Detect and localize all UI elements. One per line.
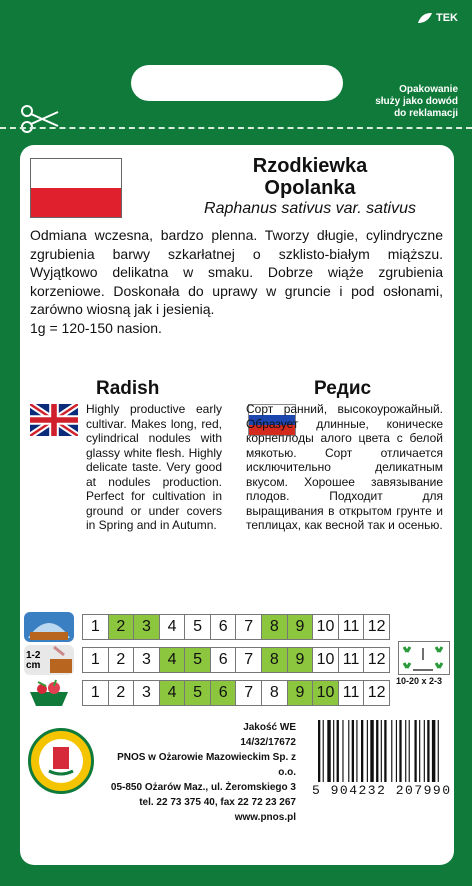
calendar-month-6: 6 — [211, 615, 237, 639]
packaging-notice: Opakowanie służy jako dowód do reklamacji — [375, 84, 458, 119]
russian-description: Сорт ранний, высокоурожайный. Образует длинные, коническе корнеплоды алого цвета с белой мякотью. Сорт отличается исключительно деликатным вкусом. Хорошее завязывание плодов. Подходит для выращивания в открытом грунте и теплицах, как весной так и осенью. — [246, 402, 443, 532]
english-description: Highly productive early cultivar. Makes long, red, cylindrical nodules with glassy white flesh. Highly delicate taste. Very good at nodules production. Perfect for cultivation in ground or under covers in Spring and in Autumn. — [86, 402, 222, 532]
calendar-month-5: 5 — [185, 681, 211, 705]
calendar-month-6: 6 — [211, 648, 237, 672]
calendar-row-harvest — [82, 680, 390, 706]
producer-info — [100, 720, 296, 825]
calendar-month-4: 4 — [160, 615, 186, 639]
calendar-month-12: 12 — [367, 618, 386, 635]
calendar-month-12: 12 — [367, 684, 386, 701]
calendar-month-3: 3 — [134, 648, 160, 672]
calendar-month-3: 3 — [134, 681, 160, 705]
calendar-month-4: 4 — [160, 681, 186, 705]
calendar-month-9: 9 — [288, 615, 314, 639]
brand-logo — [417, 12, 458, 24]
calendar-month-10: 10 — [313, 681, 339, 705]
scissors-icon — [18, 104, 70, 134]
hang-hole — [131, 65, 343, 101]
calendar-month-11: 11 — [339, 648, 365, 672]
english-title: Radish — [96, 378, 160, 399]
calendar-month-9: 9 — [288, 681, 314, 705]
calendar-month-6: 6 — [211, 681, 237, 705]
russian-title: Редис — [314, 378, 372, 399]
lot-number: 14/32/17672 — [240, 737, 296, 748]
brand-name: TEK — [436, 12, 458, 24]
plant-spacing-icon — [398, 641, 450, 675]
poland-flag-icon — [30, 158, 122, 218]
calendar-month-7: 7 — [236, 648, 262, 672]
calendar-month-8: 8 — [262, 681, 288, 705]
calendar-month-2: 2 — [109, 681, 135, 705]
calendar-row-sowing-open-ground — [82, 647, 390, 673]
calendar-month-7: 7 — [236, 681, 262, 705]
calendar-month-1: 1 — [83, 648, 109, 672]
calendar-month-1: 1 — [83, 615, 109, 639]
quality-mark: Jakość WE — [243, 722, 296, 733]
calendar-month-2: 2 — [109, 615, 135, 639]
uk-flag-icon — [30, 404, 78, 436]
pnos-logo — [28, 728, 94, 794]
calendar-month-9: 9 — [288, 648, 314, 672]
calendar-month-1: 1 — [83, 681, 109, 705]
company-phone: tel. 22 73 375 40, fax 22 72 23 267 — [139, 797, 296, 808]
barcode-icon — [310, 718, 448, 790]
company-address: 05-850 Ożarów Maz., ul. Żeromskiego 3 — [110, 782, 296, 793]
leaf-icon — [417, 12, 433, 24]
calendar-month-5: 5 — [185, 648, 211, 672]
calendar-row-sowing-under-cover — [82, 614, 390, 640]
calendar-month-5: 5 — [185, 615, 211, 639]
plant-spacing-label: 10-20 x 2-3 — [396, 676, 443, 686]
calendar-month-7: 7 — [236, 615, 262, 639]
calendar-month-11: 11 — [339, 615, 365, 639]
calendar-month-8: 8 — [262, 648, 288, 672]
greenhouse-icon — [24, 612, 74, 642]
latin-name: Raphanus sativus var. sativus — [204, 200, 416, 217]
calendar-month-10: 10 — [313, 615, 339, 639]
company-name: PNOS w Ożarowie Mazowieckim Sp. z o.o. — [117, 752, 296, 778]
company-website[interactable]: www.pnos.pl — [234, 812, 296, 823]
cut-line — [0, 127, 472, 129]
calendar-month-11: 11 — [339, 681, 365, 705]
polish-description: Odmiana wczesna, bardzo plenna. Tworzy długie, cylindryczne zgrubienia barwy szkarłatnej o szklisto-białym miąższu. Wyjątkowo delikatna w smaku. Dobrze wiąże zgrubienia korzeniowe. Doskonała do uprawy w gruncie i pod osłonami, zarówno wiosną jak i jesienią. 1g = 120-150 nasion. — [30, 227, 443, 336]
calendar-month-10: 10 — [313, 648, 339, 672]
seed-count: 1g = 120-150 nasion. — [30, 319, 162, 336]
calendar-month-4: 4 — [160, 648, 186, 672]
harvest-basket-icon — [24, 678, 74, 708]
calendar-month-2: 2 — [109, 648, 135, 672]
calendar-month-12: 12 — [367, 651, 386, 668]
calendar-month-8: 8 — [262, 615, 288, 639]
product-title: Rzodkiewka Opolanka — [252, 155, 368, 199]
sowing-depth-icon: 1-2 cm — [24, 645, 74, 675]
calendar-month-3: 3 — [134, 615, 160, 639]
barcode-number: 5 904232 207990 — [312, 783, 452, 798]
